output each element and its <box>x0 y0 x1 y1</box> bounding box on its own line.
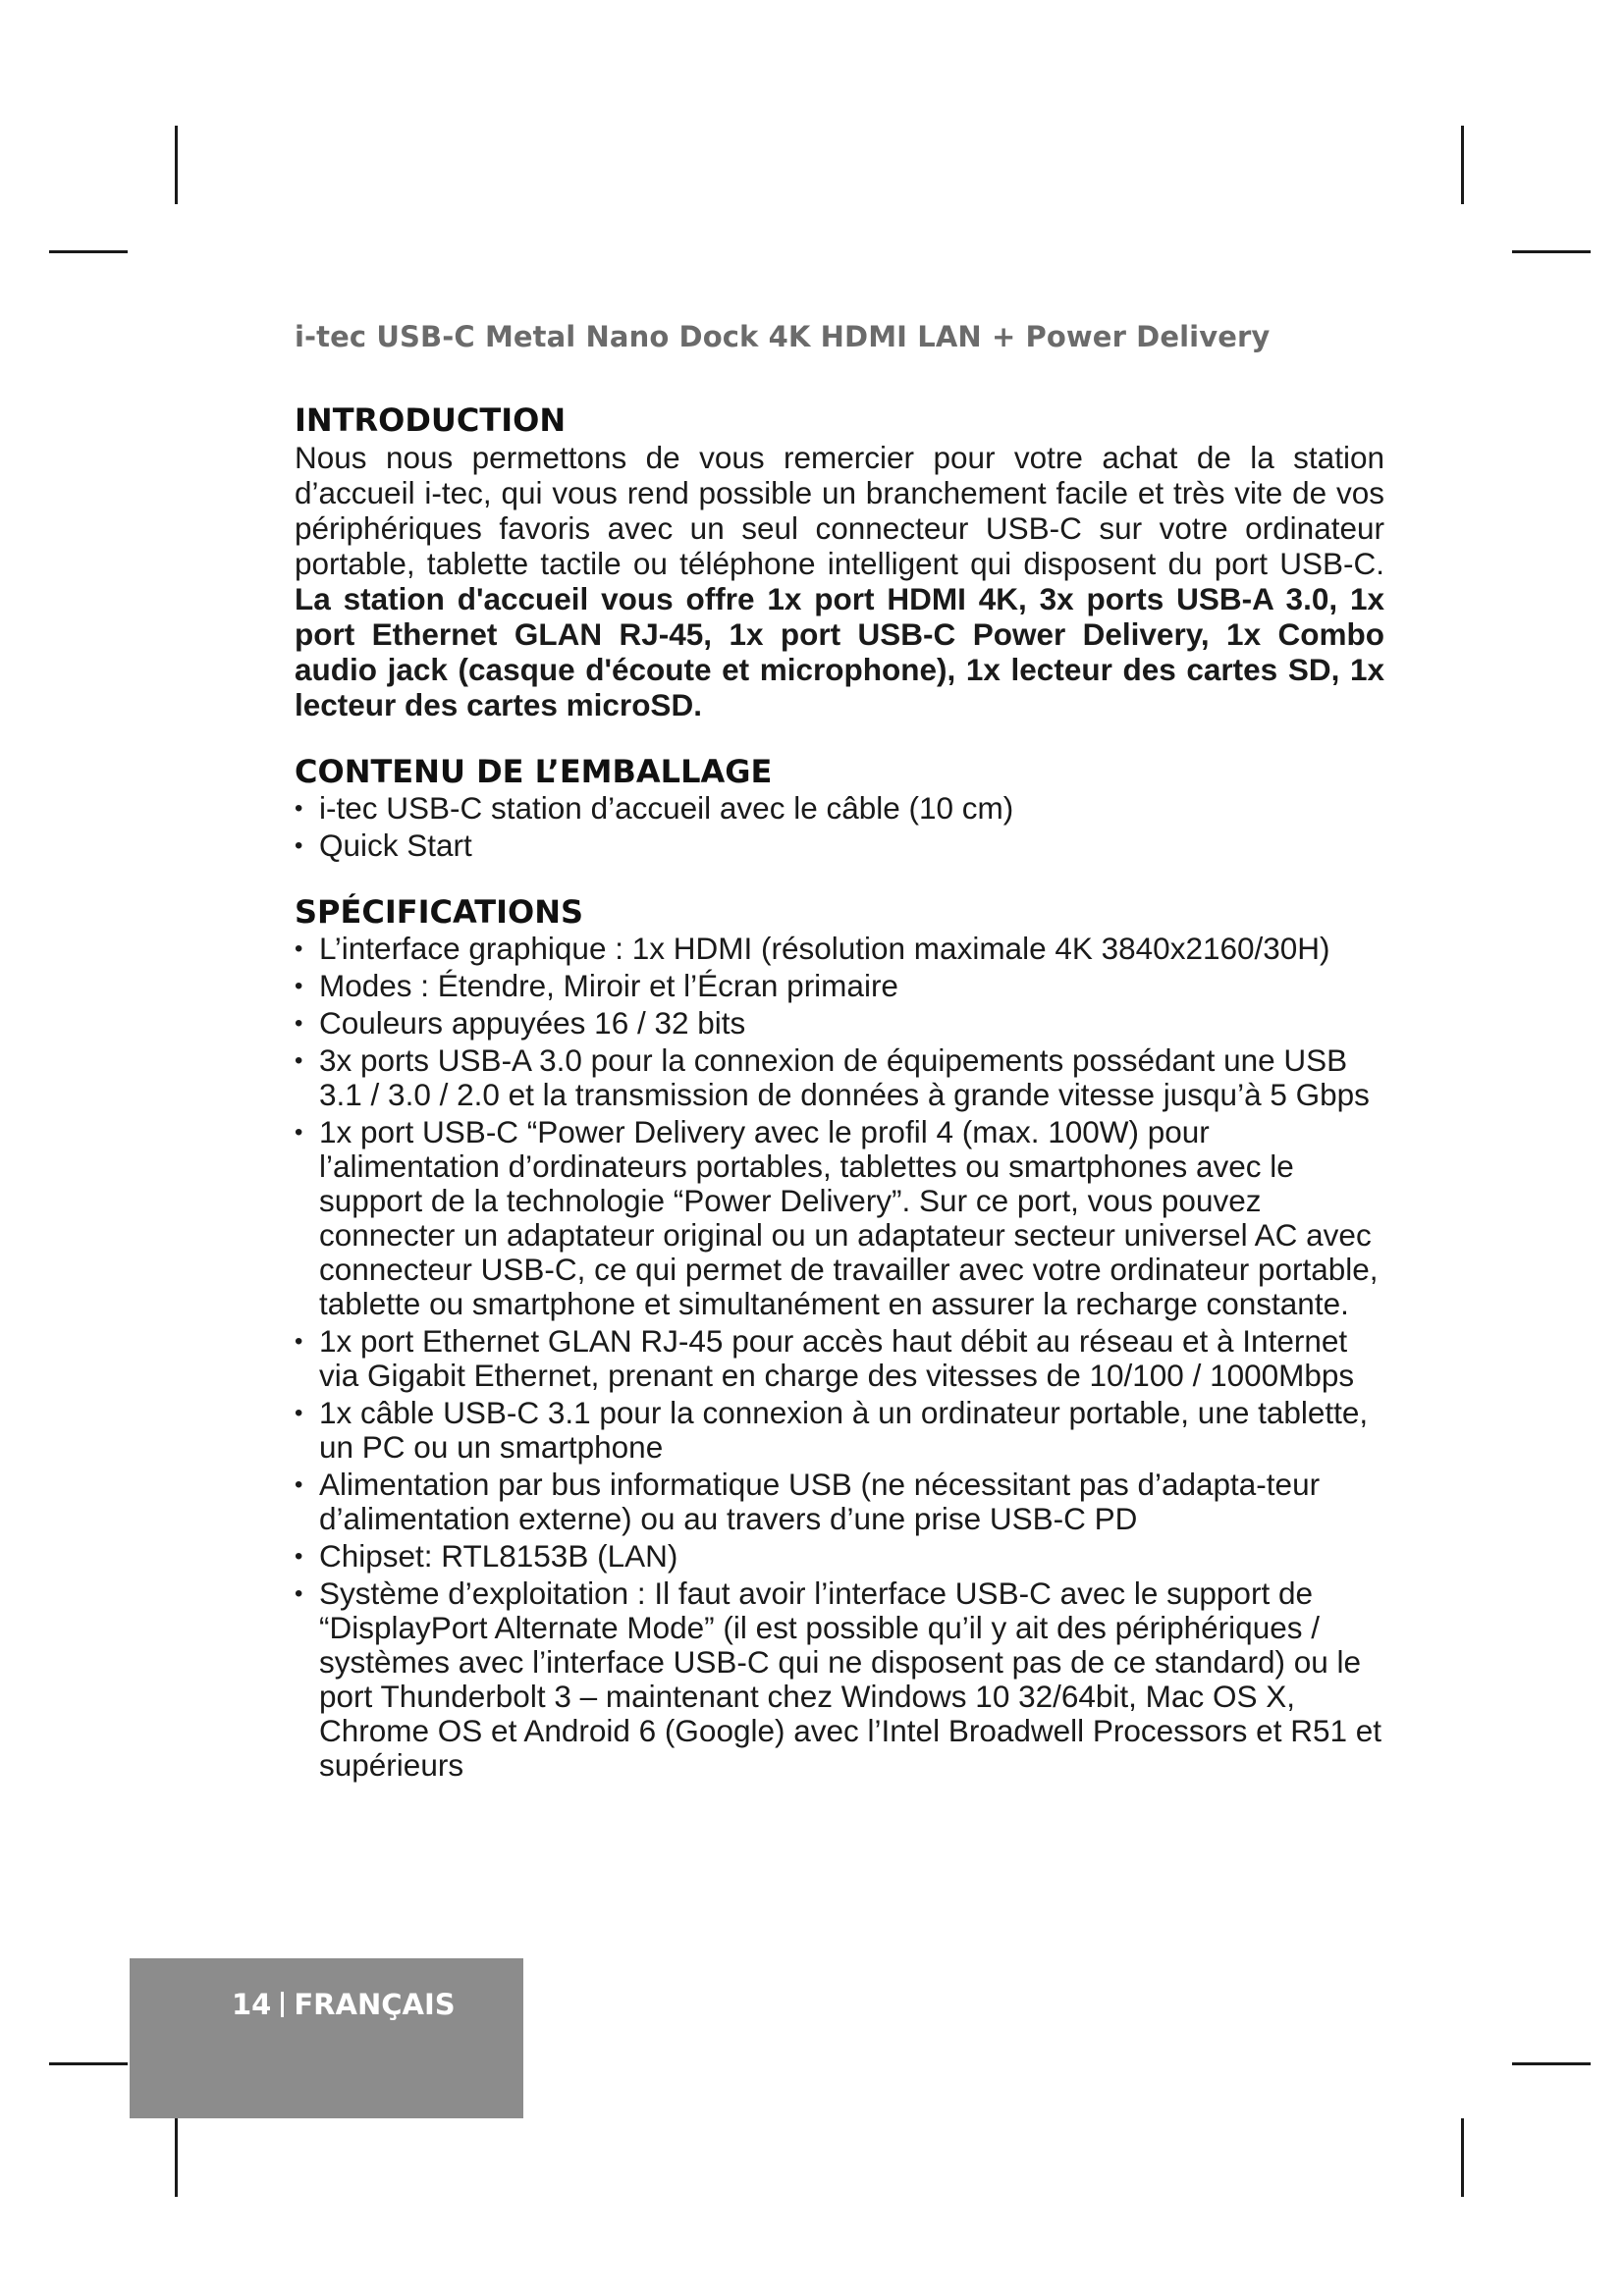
crop-mark-bottom-left-horizontal <box>49 2062 128 2065</box>
introduction-title: INTRODUCTION <box>295 401 567 439</box>
crop-mark-bottom-right-horizontal <box>1512 2062 1591 2065</box>
introduction-text-bold: La station d'accueil vous offre 1x port HDMI 4K, 3x ports USB-A 3.0, 1x port Ethernet GLAN RJ-45, 1x port USB-C Power Delivery, 1x Combo audio jack (casque d'écoute et microphone), 1x lecteur des cartes SD, 1x lecteur des cartes microSD. <box>295 581 1384 722</box>
crop-mark-bottom-left-vertical <box>175 2118 178 2197</box>
crop-mark-top-right-horizontal <box>1512 250 1591 253</box>
crop-mark-top-right-vertical <box>1461 126 1464 204</box>
spec-item: • 1x port Ethernet GLAN RJ-45 pour accès haut débit au réseau et à Internet via Gigabit Ethernet, prenant en charge des vitesses de 10/100 / 1000Mbps <box>295 1324 1384 1393</box>
spec-item: • Chipset: RTL8153B (LAN) <box>295 1539 1384 1574</box>
introduction-text-regular: Nous nous permettons de vous remercier pour votre achat de la station d’accueil i-tec, qui vous rend possible un branchement facile et très vite de vos périphériques favoris avec un seul connecteur USB-C sur votre ordinateur portable, tablette tactile ou téléphone intelligent qui disposent du port USB-C. <box>295 440 1384 581</box>
spec-item: • 3x ports USB-A 3.0 pour la connexion de équipements possédant une USB 3.1 / 3.0 / 2.0 et la transmission de données à grande vitesse jusqu’à 5 Gbps <box>295 1043 1384 1112</box>
package-title: CONTENU DE L’EMBALLAGE <box>295 753 773 790</box>
spec-item: • Couleurs appuyées 16 / 32 bits <box>295 1006 1384 1041</box>
crop-mark-top-left-horizontal <box>49 250 128 253</box>
specifications-list <box>295 932 1384 1783</box>
package-item: • Quick Start <box>295 828 1384 863</box>
footer-separator <box>281 1992 284 2017</box>
page-footer-tab <box>130 1958 523 2118</box>
spec-item: • L’interface graphique : 1x HDMI (résolution maximale 4K 3840x2160/30H) <box>295 932 1384 966</box>
introduction-section <box>295 400 1384 722</box>
spec-item: • Système d’exploitation : Il faut avoir l’interface USB-C avec le support de “DisplayPort Alternate Mode” (il est possible qu’il y ait des périphériques / systèmes avec l’interface USB-C qui ne disposent pas de ce standard) ou le port Thunderbolt 3 – maintenant chez Windows 10 32/64bit, Mac OS X, Chrome OS et Android 6 (Google) avec l’Intel Broadwell Processors et R51 et supérieurs <box>295 1576 1384 1783</box>
introduction-text <box>295 440 1384 722</box>
spec-item: • Modes : Étendre, Miroir et l’Écran primaire <box>295 969 1384 1003</box>
spec-item: • 1x câble USB-C 3.1 pour la connexion à un ordinateur portable, une tablette, un PC ou un smartphone <box>295 1396 1384 1465</box>
page-footer-label <box>232 1988 456 2021</box>
spec-item: • 1x port USB-C “Power Delivery avec le profil 4 (max. 100W) pour l’alimentation d’ordinateurs portables, tablettes ou smartphones avec le support de la technologie “Power Delivery”. Sur ce port, vous pouvez connecter un adaptateur original ou un adaptateur secteur universel AC avec connecteur USB-C, ce qui permet de travailler avec votre ordinateur portable, tablette ou smartphone et simultanément en assurer la recharge constante. <box>295 1115 1384 1321</box>
crop-mark-bottom-right-vertical <box>1461 2118 1464 2197</box>
specifications-title: SPÉCIFICATIONS <box>295 893 584 931</box>
crop-mark-top-left-vertical <box>175 126 178 204</box>
package-item: • i-tec USB-C station d’accueil avec le câble (10 cm) <box>295 791 1384 826</box>
page-content <box>295 400 1384 1812</box>
package-list <box>295 791 1384 863</box>
page-language: FRANÇAIS <box>294 1988 456 2021</box>
package-section <box>295 752 1384 863</box>
spec-item: • Alimentation par bus informatique USB (ne nécessitant pas d’adapta-teur d’alimentation externe) ou au travers d’une prise USB-C PD <box>295 1468 1384 1536</box>
product-title: i-tec USB-C Metal Nano Dock 4K HDMI LAN + Power Delivery <box>295 320 1271 353</box>
specifications-section <box>295 892 1384 1783</box>
page-number: 14 <box>232 1988 272 2021</box>
